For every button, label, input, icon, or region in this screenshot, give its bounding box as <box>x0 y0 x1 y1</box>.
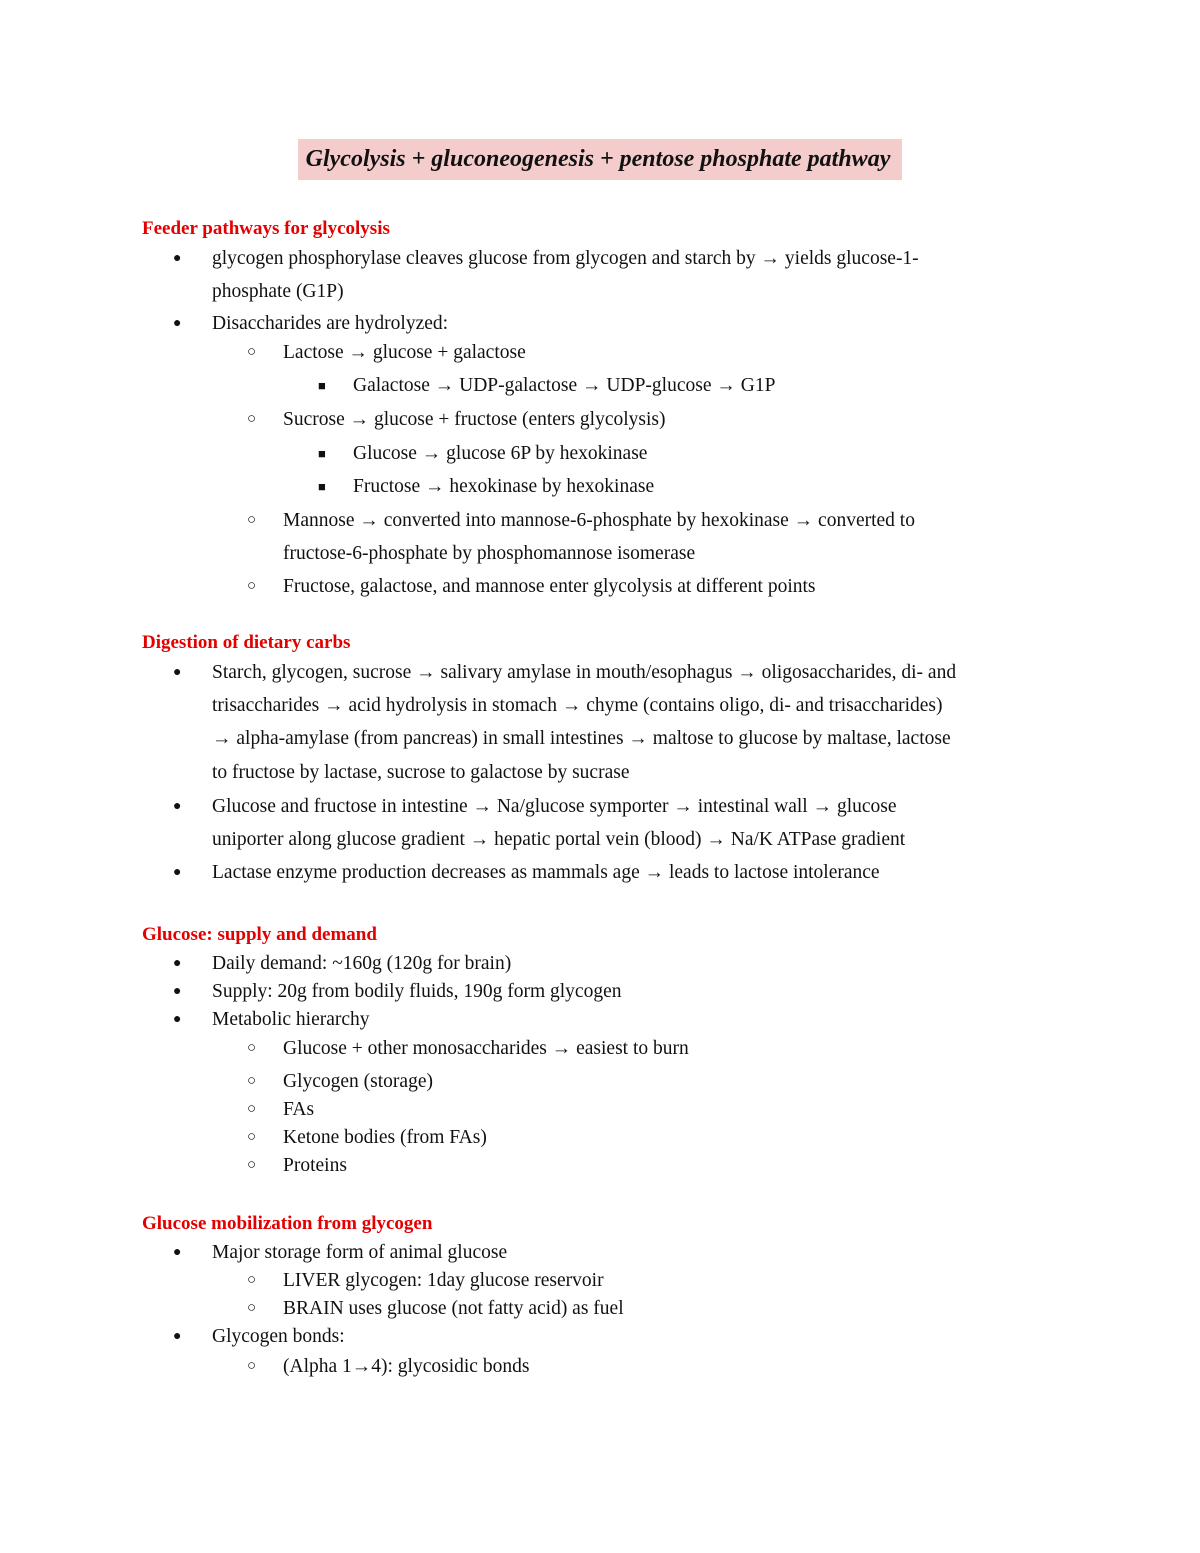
list-item-continuation: fructose-6-phosphate by phosphomannose isomerase <box>283 543 696 564</box>
list-item: Glucose + other monosaccharides → easiest to burn <box>283 1038 689 1059</box>
list-item: FAs <box>283 1099 315 1120</box>
bullet-circle: ○ <box>247 1358 257 1374</box>
list-item-continuation: → alpha-amylase (from pancreas) in small intestines → maltose to glucose by maltase, lactose <box>212 728 951 749</box>
bullet-circle: ○ <box>247 512 257 528</box>
bullet-circle: ○ <box>247 1040 257 1056</box>
bullet-dot: ● <box>173 251 182 266</box>
section-heading-supply: Glucose: supply and demand <box>142 924 377 945</box>
list-item-continuation: phosphate (G1P) <box>212 281 344 302</box>
bullet-circle: ○ <box>247 578 257 594</box>
list-item-continuation: to fructose by lactase, sucrose to galactose by sucrase <box>212 762 630 783</box>
list-item: Fructose → hexokinase by hexokinase <box>353 476 655 497</box>
list-item: Glucose → glucose 6P by hexokinase <box>353 443 648 464</box>
section-heading-digestion: Digestion of dietary carbs <box>142 632 351 653</box>
bullet-circle: ○ <box>247 1300 257 1316</box>
list-item: LIVER glycogen: 1day glucose reservoir <box>283 1270 604 1291</box>
list-item: Starch, glycogen, sucrose → salivary amylase in mouth/esophagus → oligosaccharides, di- and <box>212 662 957 683</box>
bullet-dot: ● <box>173 956 182 971</box>
list-item: Sucrose → glucose + fructose (enters glycolysis) <box>283 409 666 430</box>
list-item: Lactase enzyme production decreases as mammals age → leads to lactose intolerance <box>212 862 880 883</box>
list-item: Glycogen (storage) <box>283 1071 433 1092</box>
list-item: Galactose → UDP-galactose → UDP-glucose → G1P <box>353 375 776 396</box>
list-item: Proteins <box>283 1155 347 1176</box>
list-item: Glucose and fructose in intestine → Na/glucose symporter → intestinal wall → glucose <box>212 796 897 817</box>
list-item: Lactose → glucose + galactose <box>283 342 526 363</box>
bullet-dot: ● <box>173 1329 182 1344</box>
list-item: Supply: 20g from bodily fluids, 190g form glycogen <box>212 981 622 1002</box>
list-item: BRAIN uses glucose (not fatty acid) as fuel <box>283 1298 624 1319</box>
bullet-dot: ● <box>173 865 182 880</box>
bullet-circle: ○ <box>247 1073 257 1089</box>
list-item: Metabolic hierarchy <box>212 1009 370 1030</box>
section-heading-mobilization: Glucose mobilization from glycogen <box>142 1213 433 1234</box>
bullet-dot: ● <box>173 984 182 999</box>
list-item: Ketone bodies (from FAs) <box>283 1127 487 1148</box>
bullet-dot: ● <box>173 665 182 680</box>
bullet-circle: ○ <box>247 1272 257 1288</box>
bullet-square: ■ <box>318 446 326 461</box>
bullet-dot: ● <box>173 316 182 331</box>
bullet-circle: ○ <box>247 344 257 360</box>
page-title: Glycolysis + gluconeogenesis + pentose phosphate pathway <box>298 139 903 180</box>
list-item: Glycogen bonds: <box>212 1326 345 1347</box>
list-item: (Alpha 1→4): glycosidic bonds <box>283 1356 530 1377</box>
list-item: Mannose → converted into mannose-6-phosphate by hexokinase → converted to <box>283 510 915 531</box>
section-heading-feeder: Feeder pathways for glycolysis <box>142 218 390 239</box>
list-item: glycogen phosphorylase cleaves glucose from glycogen and starch by → yields glucose-1- <box>212 248 919 269</box>
list-item: Disaccharides are hydrolyzed: <box>212 313 449 334</box>
bullet-circle: ○ <box>247 1129 257 1145</box>
bullet-square: ■ <box>318 479 326 494</box>
list-item: Fructose, galactose, and mannose enter glycolysis at different points <box>283 576 816 597</box>
list-item: Major storage form of animal glucose <box>212 1242 508 1263</box>
bullet-dot: ● <box>173 1012 182 1027</box>
bullet-dot: ● <box>173 799 182 814</box>
title-container <box>0 139 1200 180</box>
bullet-square: ■ <box>318 378 326 393</box>
bullet-circle: ○ <box>247 411 257 427</box>
bullet-circle: ○ <box>247 1101 257 1117</box>
bullet-dot: ● <box>173 1245 182 1260</box>
list-item-continuation: uniporter along glucose gradient → hepatic portal vein (blood) → Na/K ATPase gradient <box>212 829 906 850</box>
bullet-circle: ○ <box>247 1157 257 1173</box>
list-item: Daily demand: ~160g (120g for brain) <box>212 953 512 974</box>
list-item-continuation: trisaccharides → acid hydrolysis in stomach → chyme (contains oligo, di- and trisaccharides) <box>212 695 943 716</box>
